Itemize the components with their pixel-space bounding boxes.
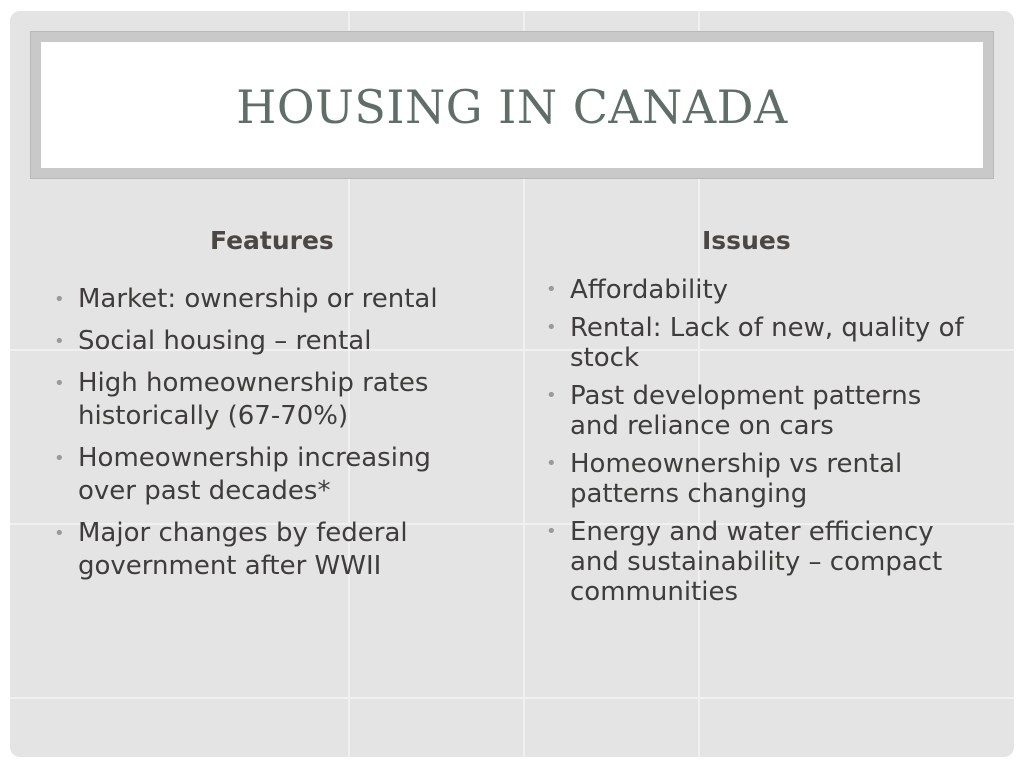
bullet-icon: • bbox=[546, 453, 557, 474]
list-item bbox=[50, 517, 490, 583]
grid-line bbox=[10, 697, 1014, 699]
title-box bbox=[41, 42, 983, 168]
bullet-icon: • bbox=[54, 289, 65, 310]
list-item bbox=[542, 449, 972, 509]
list-item bbox=[542, 517, 972, 607]
bullet-icon: • bbox=[546, 317, 557, 338]
bullet-icon: • bbox=[546, 279, 557, 300]
bullet-icon: • bbox=[54, 373, 65, 394]
features-heading: Features bbox=[210, 226, 334, 255]
bullet-icon: • bbox=[546, 521, 557, 542]
bullet-icon: • bbox=[54, 331, 65, 352]
issues-item-1: Affordability bbox=[570, 275, 729, 305]
bullet-icon: • bbox=[54, 448, 65, 469]
list-item bbox=[50, 325, 490, 358]
list-item bbox=[50, 283, 490, 316]
features-item-4: Homeownership increasing over past decades* bbox=[78, 443, 431, 506]
list-item bbox=[50, 367, 490, 433]
features-item-3: High homeownership rates historically (67-70%) bbox=[78, 368, 429, 431]
list-item bbox=[542, 313, 972, 373]
slide bbox=[10, 11, 1014, 757]
issues-heading: Issues bbox=[702, 226, 791, 255]
features-item-1: Market: ownership or rental bbox=[78, 284, 438, 314]
issues-list bbox=[542, 275, 972, 615]
bullet-icon: • bbox=[54, 523, 65, 544]
slide-title: HOUSING IN CANADA bbox=[236, 80, 788, 134]
list-item bbox=[50, 442, 490, 508]
list-item bbox=[542, 381, 972, 441]
title-frame bbox=[30, 31, 994, 179]
list-item bbox=[542, 275, 972, 305]
bullet-icon: • bbox=[546, 385, 557, 406]
features-item-2: Social housing – rental bbox=[78, 326, 372, 356]
features-list bbox=[50, 283, 490, 592]
features-item-5: Major changes by federal government after WWII bbox=[78, 518, 408, 581]
issues-item-3: Past development patterns and reliance on cars bbox=[570, 381, 922, 441]
issues-item-5: Energy and water efficiency and sustainability – compact communities bbox=[570, 517, 943, 607]
issues-item-2: Rental: Lack of new, quality of stock bbox=[570, 313, 964, 373]
issues-item-4: Homeownership vs rental patterns changing bbox=[570, 449, 903, 509]
